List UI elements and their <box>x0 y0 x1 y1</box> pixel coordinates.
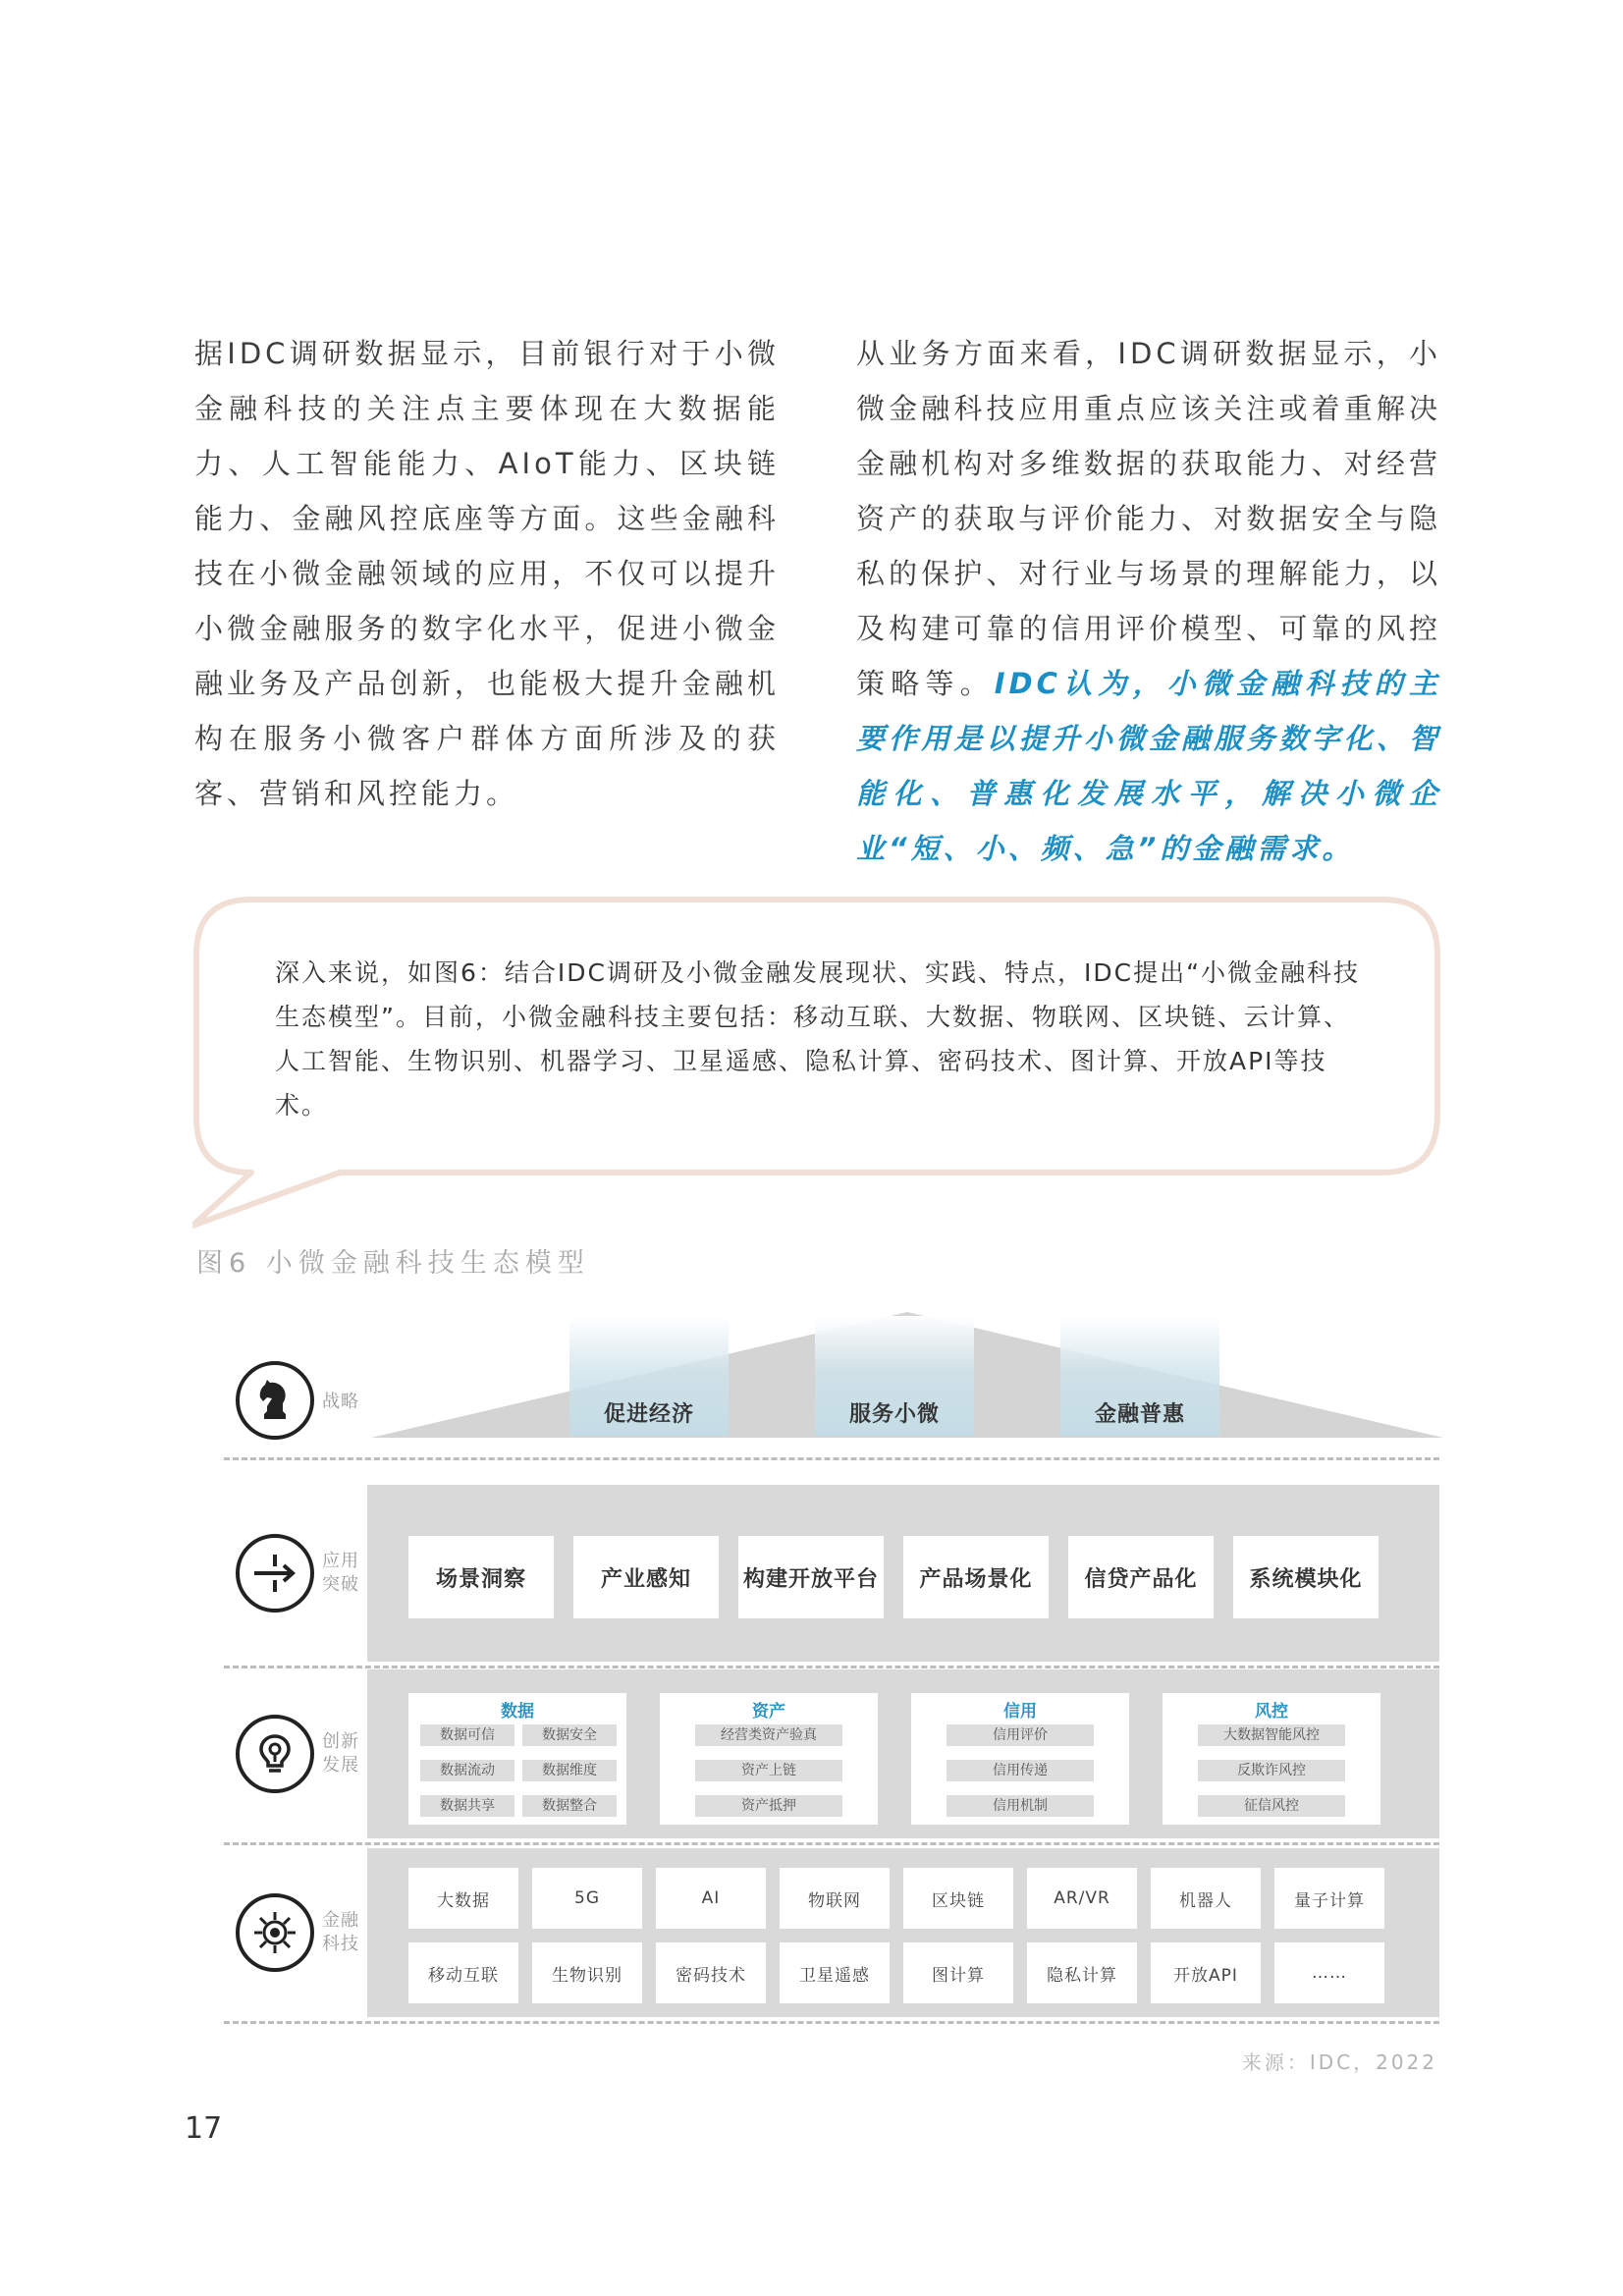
chip-glyph <box>250 1908 299 1957</box>
fintech-item: 移动互联 <box>408 1942 518 2003</box>
chess-knight-glyph <box>250 1376 299 1425</box>
layer-divider <box>224 1842 1439 1845</box>
innovation-group-title: 数据 <box>501 1702 534 1722</box>
fintech-item: 图计算 <box>903 1942 1013 2003</box>
innovation-chip: 大数据智能风控 <box>1198 1724 1345 1746</box>
strategy-item-1 <box>569 1316 729 1436</box>
innovation-chip: 资产抵押 <box>695 1795 842 1817</box>
innovation-group-title: 风控 <box>1255 1702 1288 1722</box>
strategy-item-label: 服务小微 <box>848 1402 940 1427</box>
innovation-panel <box>367 1669 1439 1838</box>
layer-divider <box>224 1457 1439 1460</box>
strategy-item-label: 促进经济 <box>603 1402 694 1427</box>
innovation-chip: 经营类资产验真 <box>695 1724 842 1746</box>
left-column <box>194 326 780 821</box>
layer-label-strategy: 战略 <box>322 1392 359 1412</box>
layer-label-innovation: 创新发展 <box>322 1731 359 1776</box>
application-item: 构建开放平台 <box>738 1536 884 1618</box>
page-number: 17 <box>185 2111 223 2146</box>
layer-label-application: 应用突破 <box>322 1551 359 1595</box>
application-item: 产业感知 <box>573 1536 719 1618</box>
fintech-item: AR/VR <box>1027 1868 1137 1929</box>
layer-divider <box>224 1666 1439 1668</box>
application-panel <box>367 1485 1439 1662</box>
innovation-chip: 信用传递 <box>947 1760 1094 1781</box>
fintech-item: AI <box>656 1868 766 1929</box>
innovation-chip: 数据整合 <box>522 1795 617 1817</box>
breakthrough-arrow-icon <box>236 1534 314 1613</box>
fintech-item: …… <box>1274 1942 1384 2003</box>
right-paragraph <box>856 326 1441 876</box>
innovation-group-credit <box>911 1693 1129 1825</box>
strategy-item-3 <box>1060 1316 1219 1436</box>
innovation-chip: 资产上链 <box>695 1760 842 1781</box>
fintech-item: 开放API <box>1151 1942 1261 2003</box>
fintech-item: 物联网 <box>780 1868 890 1929</box>
innovation-group-title: 资产 <box>752 1702 785 1722</box>
fintech-item: 大数据 <box>408 1868 518 1929</box>
innovation-group-title: 信用 <box>1003 1702 1037 1722</box>
innovation-chip: 数据可信 <box>420 1724 514 1746</box>
fintech-item: 生物识别 <box>532 1942 642 2003</box>
strategy-item-label: 金融普惠 <box>1094 1402 1185 1427</box>
fintech-panel <box>367 1848 1439 2017</box>
application-item: 场景洞察 <box>408 1536 554 1618</box>
fintech-item: 区块链 <box>903 1868 1013 1929</box>
fintech-item: 5G <box>532 1868 642 1929</box>
right-paragraph-highlight: IDC认为，小微金融科技的主要作用是以提升小微金融服务数字化、智能化、普惠化发展水平，解决小微企业“短、小、频、急”的金融需求。 <box>856 667 1441 865</box>
innovation-chip: 信用评价 <box>947 1724 1094 1746</box>
innovation-chip: 数据维度 <box>522 1760 617 1781</box>
layer-divider <box>224 2021 1439 2024</box>
innovation-chip: 数据流动 <box>420 1760 514 1781</box>
innovation-group-data <box>408 1693 626 1825</box>
callout-text: 深入来说，如图6：结合IDC调研及小微金融发展现状、实践、特点，IDC提出“小微金融科技生态模型”。目前，小微金融科技主要包括：移动互联、大数据、物联网、区块链、云计算、人工智能、生物识别、机器学习、卫星遥感、隐私计算、密码技术、图计算、开放API等技术。 <box>275 958 1361 1120</box>
fintech-item: 密码技术 <box>656 1942 766 2003</box>
innovation-chip: 反欺诈风控 <box>1198 1760 1345 1781</box>
fintech-item: 隐私计算 <box>1027 1942 1137 2003</box>
innovation-chip: 数据安全 <box>522 1724 617 1746</box>
fintech-item: 量子计算 <box>1274 1868 1384 1929</box>
breakthrough-arrow-glyph <box>250 1549 299 1598</box>
chip-icon <box>236 1893 314 1972</box>
lightbulb-glyph <box>250 1729 299 1778</box>
innovation-group-risk <box>1163 1693 1380 1825</box>
right-column <box>856 326 1441 876</box>
application-item: 系统模块化 <box>1233 1536 1379 1618</box>
figure-caption: 图6 小微金融科技生态模型 <box>196 1248 590 1279</box>
innovation-chip: 征信风控 <box>1198 1795 1345 1817</box>
layer-label-fintech: 金融科技 <box>322 1910 359 1954</box>
application-item: 信贷产品化 <box>1068 1536 1214 1618</box>
application-item: 产品场景化 <box>903 1536 1049 1618</box>
right-paragraph-text: 从业务方面来看，IDC调研数据显示，小微金融科技应用重点应该关注或着重解决金融机构对多维数据的获取能力、对经营资产的获取与评价能力、对数据安全与隐私的保护、对行业与场景的理解能力，以及构建可靠的信用评价模型、可靠的风控策略等。 <box>856 337 1441 700</box>
strategy-item-2 <box>815 1316 974 1436</box>
figure-source: 来源：IDC，2022 <box>1241 2050 1437 2074</box>
fintech-item: 卫星遥感 <box>780 1942 890 2003</box>
innovation-group-asset <box>660 1693 878 1825</box>
chess-knight-icon <box>236 1361 314 1440</box>
callout-bubble <box>192 896 1441 1230</box>
fintech-item: 机器人 <box>1151 1868 1261 1929</box>
left-paragraph: 据IDC调研数据显示，目前银行对于小微金融科技的关注点主要体现在大数据能力、人工智能能力、AIoT能力、区块链能力、金融风控底座等方面。这些金融科技在小微金融领域的应用，不仅可以提升小微金融服务的数字化水平，促进小微金融业务及产品创新，也能极大提升金融机构在服务小微客户群体方面所涉及的获客、营销和风控能力。 <box>194 337 780 810</box>
innovation-chip: 数据共享 <box>420 1795 514 1817</box>
lightbulb-icon <box>236 1715 314 1793</box>
innovation-chip: 信用机制 <box>947 1795 1094 1817</box>
